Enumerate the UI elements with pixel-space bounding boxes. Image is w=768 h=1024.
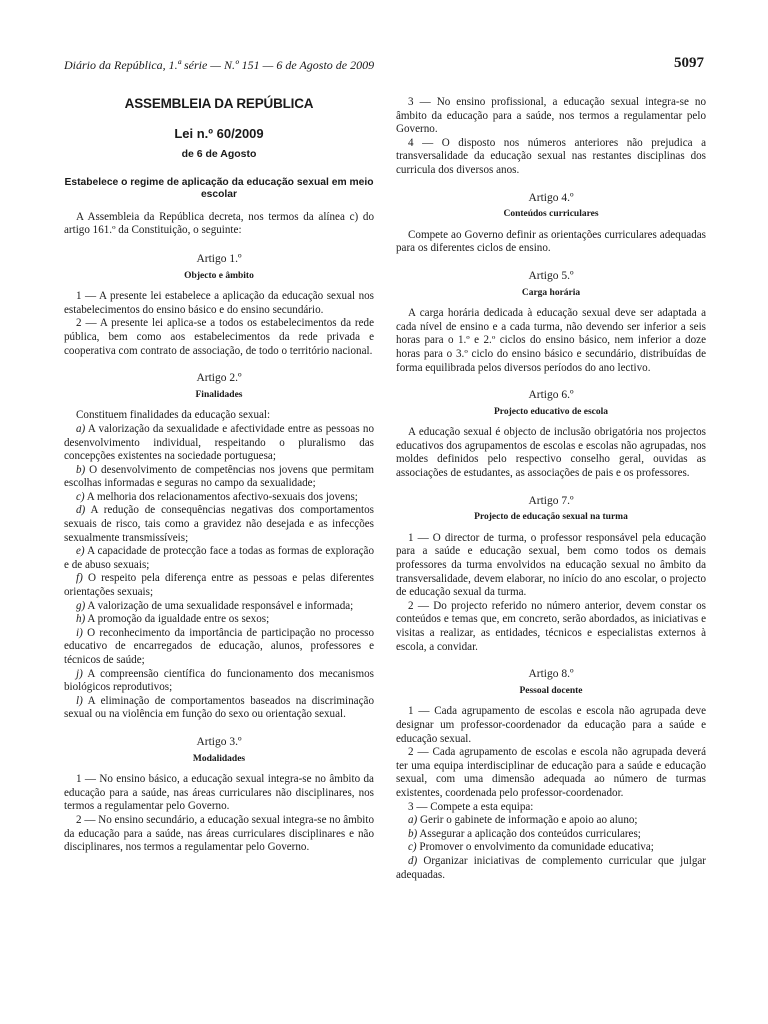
article-3-paragraph: 3 — No ensino profissional, a educação sexual integra-se no âmbito da educação para a saúde, nos termos a regulamentar pelo Governo. — [396, 96, 706, 136]
article-4-heading: Conteúdos curriculares — [503, 209, 599, 220]
item-text: A redução de consequências negativas dos comportamentos sexuais de risco, tais como a gravidez não desejada e as infecções sexualmente transmissíveis; — [64, 504, 374, 544]
article-3-paragraph: 1 — No ensino básico, a educação sexual integra-se no âmbito da educação para a saúde, nas áreas curriculares não disciplinares, nos termos a regulamentar pelo Governo. — [64, 773, 374, 813]
item-text: Promover o envolvimento da comunidade educativa; — [416, 841, 654, 854]
article-7-paragraph: 2 — Do projecto referido no número anterior, devem constar os conteúdos e temas que, em concreto, serão abordados, as iniciativas e visitas a realizar, as entidades, técnicos e especialistas externos à escola, a convidar. — [396, 599, 706, 653]
article-2-item — [64, 491, 374, 505]
intro-paragraph: A Assembleia da República decreta, nos termos da alínea c) do artigo 161.º da Constituição, o seguinte: — [64, 210, 374, 237]
article-6-paragraph: A educação sexual é objecto de inclusão obrigatória nos projectos educativos dos agrupamentos de escolas e escolas não agrupadas, nos moldes definidos pelo respectivo conselho geral, ouvidas as associações de estudantes, as associações de pais e os professores. — [396, 426, 706, 480]
left-column — [64, 94, 374, 855]
item-letter: l) — [76, 694, 83, 707]
item-text: O reconhecimento da importância de participação no processo educativo de encarregados de educação, alunos, professores e técnicos de saúde; — [64, 626, 374, 666]
article-2-lead: Constituem finalidades da educação sexual: — [76, 409, 271, 422]
item-text: A promoção da igualdade entre os sexos; — [85, 613, 270, 626]
item-letter: b) — [76, 463, 86, 476]
issuer-title: ASSEMBLEIA DA REPÚBLICA — [124, 96, 314, 111]
item-letter: d) — [408, 854, 418, 867]
item-letter: j) — [76, 667, 83, 680]
article-8-item — [396, 828, 706, 842]
item-text: A capacidade de protecção face a todas as formas de exploração e de abuso sexuais; — [64, 545, 374, 571]
article-1-paragraph: 2 — A presente lei aplica-se a todos os estabelecimentos da rede pública, bem como aos estabelecimentos da rede privada e cooperativa com contrato de associação, de todo o território nacional. — [64, 317, 374, 357]
article-1-title: Artigo 1.º — [196, 252, 242, 265]
item-text: A compreensão científica do funcionamento dos mecanismos biológicos reprodutivos; — [64, 667, 374, 694]
item-text: Assegurar a aplicação dos conteúdos curriculares; — [417, 827, 641, 840]
law-number: Lei n.º 60/2009 — [174, 125, 264, 141]
item-text: Organizar iniciativas de complemento curricular que julgar adequadas. — [396, 854, 706, 881]
article-8-item — [396, 841, 706, 855]
page-number: 5097 — [674, 55, 704, 71]
item-letter: g) — [76, 599, 86, 612]
article-2-item — [64, 627, 374, 668]
article-3-paragraph: 2 — No ensino secundário, a educação sexual integra-se no âmbito da educação para a saúde, nas áreas curriculares disciplinares e não disciplinares, nos termos a regulamentar pelo Governo. — [64, 813, 374, 854]
article-7-title: Artigo 7.º — [528, 494, 574, 507]
article-2-item — [64, 464, 374, 491]
article-5-title: Artigo 5.º — [528, 269, 574, 282]
item-letter: f) — [76, 572, 83, 585]
item-text: A valorização de uma sexualidade responsável e informada; — [85, 599, 354, 612]
article-8-item — [396, 814, 706, 828]
item-letter: b) — [408, 827, 418, 840]
article-2-item — [64, 572, 374, 599]
item-text: O respeito pela diferença entre as pessoas e pelas diferentes orientações sexuais; — [64, 572, 374, 599]
item-text: A melhoria dos relacionamentos afectivo-sexuais dos jovens; — [84, 490, 358, 503]
article-8-paragraph: 1 — Cada agrupamento de escolas e escola não agrupada deve designar um professor-coordenador da educação para a saúde e educação sexual. — [396, 705, 706, 745]
item-letter: a) — [76, 422, 86, 435]
article-8-item — [396, 855, 706, 882]
article-1-paragraph: 1 — A presente lei estabelece a aplicação da educação sexual nos estabelecimentos do ensino básico e do ensino secundário. — [64, 290, 374, 316]
article-2-item — [64, 423, 374, 464]
item-text: Gerir o gabinete de informação e apoio ao aluno; — [417, 814, 638, 827]
article-4-title: Artigo 4.º — [528, 191, 574, 204]
article-7-heading: Projecto de educação sexual na turma — [474, 512, 628, 523]
item-letter: c) — [76, 490, 85, 503]
article-2-item — [64, 545, 374, 572]
article-1-heading: Objecto e âmbito — [184, 270, 254, 281]
item-letter: e) — [76, 545, 85, 558]
item-letter: d) — [76, 504, 86, 517]
article-5-heading: Carga horária — [521, 287, 581, 298]
article-8-heading: Pessoal docente — [519, 685, 583, 696]
article-2-item — [64, 613, 374, 627]
item-text: A valorização da sexualidade e afectividade entre as pessoas no desenvolvimento individual, respeitando o pluralismo das concepções existentes na sociedade portuguesa; — [64, 422, 374, 463]
article-2-item — [64, 504, 374, 545]
item-letter: c) — [408, 841, 417, 854]
item-text: O desenvolvimento de competências nos jovens que permitam escolhas informadas e seguras no campo da sexualidade; — [64, 463, 374, 490]
article-2-item — [64, 668, 374, 695]
article-3-paragraph: 4 — O disposto nos números anteriores não prejudica a transversalidade da educação sexual nas restantes disciplinas dos curricula dos diversos anos. — [396, 136, 706, 176]
article-7-paragraph: 1 — O director de turma, o professor responsável pela educação para a saúde e educação sexual, bem como todos os demais professores da turma envolvidos na educação sexual no âmbito da transversalidade, devem elaborar, no início do ano escolar, o projecto de educação sexual da turma. — [396, 531, 706, 599]
article-2-item — [64, 600, 374, 614]
article-8-title: Artigo 8.º — [528, 668, 574, 681]
law-date: de 6 de Agosto — [181, 148, 257, 161]
article-8-paragraph: 3 — Compete a esta equipa: — [408, 800, 534, 813]
article-3-heading: Modalidades — [192, 753, 246, 764]
article-4-paragraph: Compete ao Governo definir as orientações curriculares adequadas para os diferentes ciclos de ensino. — [396, 228, 706, 255]
item-letter: h) — [76, 613, 86, 626]
right-column — [396, 96, 706, 882]
article-5-paragraph: A carga horária dedicada à educação sexual deve ser adaptada a cada nível de ensino e a cada turma, não devendo ser inferior a seis horas para o 1.º e 2.º ciclos do ensino básico, nem inferior a doze horas para o 3.º ciclo do ensino básico e secundário, distribuídas de forma equilibrada pelos diversos períodos do ano lectivo. — [396, 307, 706, 374]
running-title: Diário da República, 1.ª série — N.º 151 — 6 de Agosto de 2009 — [64, 58, 375, 72]
running-header — [64, 55, 704, 80]
article-3-title: Artigo 3.º — [196, 735, 242, 748]
article-6-heading: Projecto educativo de escola — [493, 406, 609, 417]
law-summary: Estabelece o regime de aplicação da educação sexual em meio escolar — [64, 176, 374, 201]
item-letter: i) — [76, 626, 83, 639]
item-text: A eliminação de comportamentos baseados na discriminação sexual ou na violência em função do sexo ou orientação sexual. — [64, 694, 374, 721]
article-8-paragraph: 2 — Cada agrupamento de escolas e escola não agrupada deverá ter uma equipa interdisciplinar de educação para a saúde e educação sexual, com uma dimensão adequada ao número de turmas existentes, coordenada pelo professor-coordenador. — [396, 746, 706, 799]
article-2-heading: Finalidades — [195, 389, 243, 400]
article-2-item — [64, 695, 374, 722]
item-letter: a) — [408, 814, 418, 827]
article-6-title: Artigo 6.º — [528, 389, 574, 402]
article-2-title: Artigo 2.º — [196, 372, 242, 385]
